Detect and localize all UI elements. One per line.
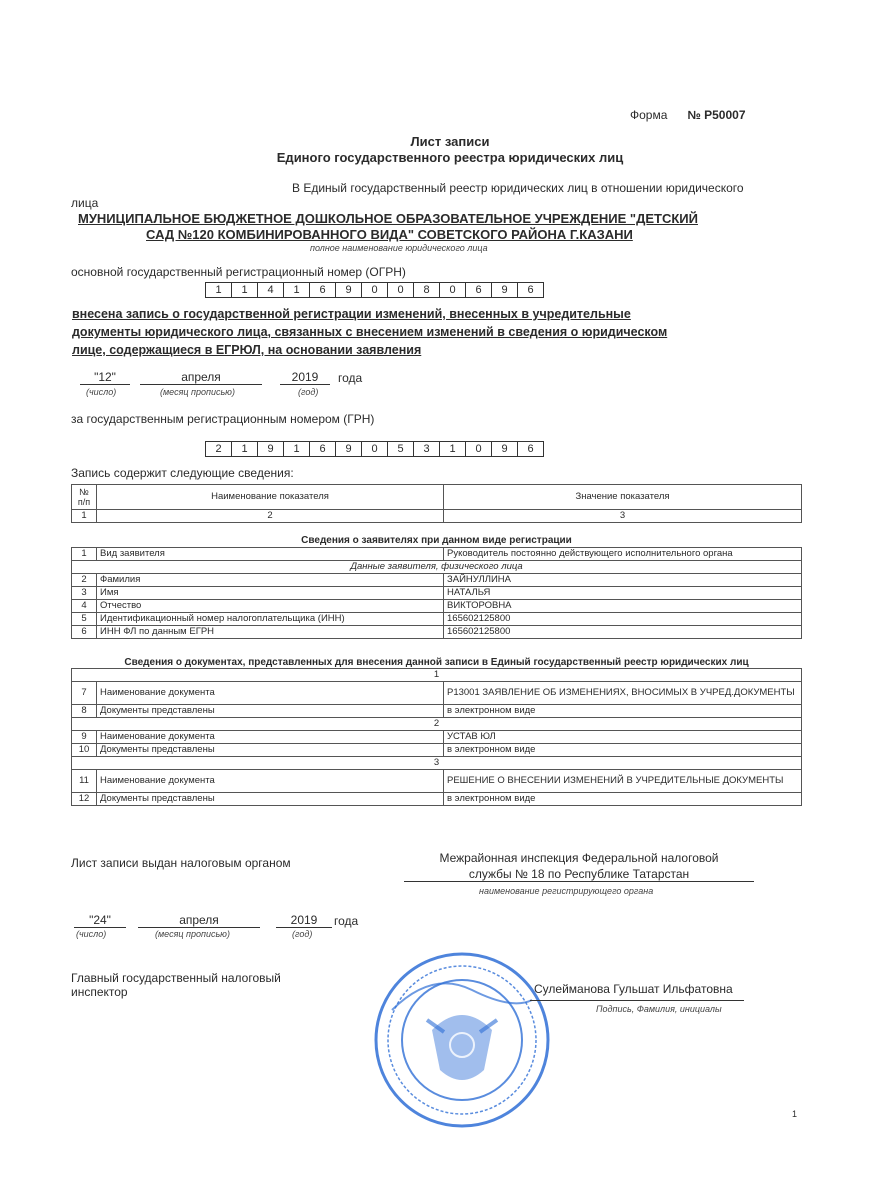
section1-caption: Сведения о заявителях при данном виде регистрации: [301, 535, 572, 546]
official-stamp-icon: [372, 950, 552, 1130]
digit-cell: 1: [205, 282, 232, 298]
date2-suffix: года: [334, 914, 359, 928]
row-name: Наименование документа: [97, 682, 444, 705]
table-row: [72, 793, 802, 806]
row-number: 5: [72, 613, 97, 626]
table-row: [72, 548, 802, 561]
col-name-header: Наименование показателя: [97, 485, 444, 510]
row-value: РЕШЕНИЕ О ВНЕСЕНИИ ИЗМЕНЕНИЙ В УЧРЕДИТЕЛЬНЫЕ ДОКУМЕНТЫ: [444, 770, 802, 793]
row-value: Р13001 ЗАЯВЛЕНИЕ ОБ ИЗМЕНЕНИЯХ, ВНОСИМЫХ В УЧРЕД.ДОКУМЕНТЫ: [444, 682, 802, 705]
authority-caption: наименование регистрирующего органа: [479, 886, 654, 896]
row-number: 4: [72, 600, 97, 613]
row-number: 8: [72, 705, 97, 718]
row-number: 10: [72, 744, 97, 757]
row-value: в электронном виде: [444, 705, 802, 718]
table-row: [72, 744, 802, 757]
digit-cell: 5: [387, 441, 414, 457]
group-header-row: [72, 757, 802, 770]
row-number: 1: [72, 548, 97, 561]
row-number: 9: [72, 731, 97, 744]
date2-year-caption: (год): [292, 929, 313, 939]
digit-cell: 9: [335, 282, 362, 298]
org-name-line-2: САД №120 КОМБИНИРОВАННОГО ВИДА" СОВЕТСКОГО РАЙОНА Г.КАЗАНИ: [146, 227, 633, 242]
section2-caption: Сведения о документах, представленных для внесения данной записи в Единый государственный реестр юридических лиц: [124, 657, 749, 668]
date2-day: "24": [74, 913, 126, 928]
digit-cell: 1: [439, 441, 466, 457]
digit-cell: 9: [335, 441, 362, 457]
table-row: [72, 731, 802, 744]
table-row: [72, 574, 802, 587]
digit-cell: 6: [309, 441, 336, 457]
row-number: 2: [72, 574, 97, 587]
digit-cell: 6: [517, 441, 544, 457]
digit-cell: 6: [465, 282, 492, 298]
digit-cell: 1: [231, 441, 258, 457]
col-no-header: № п/п: [72, 485, 97, 510]
date1-month-caption: (месяц прописью): [160, 387, 235, 397]
intro-text: В Единый государственный реестр юридических лиц в отношении юридического: [292, 181, 744, 195]
org-name-line-1: МУНИЦИПАЛЬНОЕ БЮДЖЕТНОЕ ДОШКОЛЬНОЕ ОБРАЗОВАТЕЛЬНОЕ УЧРЕЖДЕНИЕ "ДЕТСКИЙ: [78, 211, 698, 226]
group-number: 2: [72, 718, 802, 731]
digit-cell: 4: [257, 282, 284, 298]
ogrn-cells: [205, 282, 543, 298]
digit-cell: 9: [491, 282, 518, 298]
digit-cell: 6: [517, 282, 544, 298]
digit-cell: 9: [257, 441, 284, 457]
authority-line-2: службы № 18 по Республике Татарстан: [404, 867, 754, 882]
contains-label: Запись содержит следующие сведения:: [71, 466, 294, 480]
table-row: [72, 770, 802, 793]
title-line-1: Лист записи: [410, 134, 490, 149]
digit-cell: 0: [361, 282, 388, 298]
signature-line: [530, 1000, 744, 1001]
row-value: ВИКТОРОВНА: [444, 600, 802, 613]
digit-cell: 1: [283, 441, 310, 457]
title-line-2: Единого государственного реестра юридических лиц: [276, 150, 624, 165]
group-header-row: [72, 718, 802, 731]
record-line-2: документы юридического лица, связанных с внесением изменений в сведения о юридическом: [72, 325, 668, 339]
row-name: Отчество: [97, 600, 444, 613]
inspector-line-2: инспектор: [71, 985, 128, 999]
group-number: 3: [72, 757, 802, 770]
row-name: Наименование документа: [97, 731, 444, 744]
applicant-subheader: Данные заявителя, физического лица: [72, 561, 802, 574]
date2-month: апреля: [138, 913, 260, 928]
row-number: 6: [72, 626, 97, 639]
group-header-row: [72, 669, 802, 682]
row-value: НАТАЛЬЯ: [444, 587, 802, 600]
row-name: Документы представлены: [97, 793, 444, 806]
digit-cell: 0: [387, 282, 414, 298]
row-value: 165602125800: [444, 626, 802, 639]
digit-cell: 9: [491, 441, 518, 457]
documents-table: [71, 668, 802, 806]
date1-year-caption: (год): [298, 387, 319, 397]
digit-cell: 3: [413, 441, 440, 457]
org-name-caption: полное наименование юридического лица: [310, 243, 488, 253]
row-name: ИНН ФЛ по данным ЕГРН: [97, 626, 444, 639]
date2-year: 2019: [276, 913, 332, 928]
row-value: Руководитель постоянно действующего исполнительного органа: [444, 548, 802, 561]
col-value-header: Значение показателя: [444, 485, 802, 510]
signer-name: Сулейманова Гульшат Ильфатовна: [534, 982, 733, 996]
record-line-1: внесена запись о государственной регистрации изменений, внесенных в учредительные: [72, 307, 631, 321]
signer-caption: Подпись, Фамилия, инициалы: [596, 1004, 722, 1014]
row-value: в электронном виде: [444, 744, 802, 757]
row-number: 3: [72, 587, 97, 600]
table-row: [72, 600, 802, 613]
digit-cell: 1: [231, 282, 258, 298]
date1-suffix: года: [338, 371, 363, 385]
inspector-line-1: Главный государственный налоговый: [71, 971, 281, 985]
digit-cell: 0: [439, 282, 466, 298]
date1-day: "12": [80, 370, 130, 385]
row-name: Документы представлены: [97, 744, 444, 757]
row-name: Фамилия: [97, 574, 444, 587]
grn-label: за государственным регистрационным номером (ГРН): [71, 412, 375, 426]
digit-cell: 2: [205, 441, 232, 457]
row-value: ЗАЙНУЛЛИНА: [444, 574, 802, 587]
ogrn-label: основной государственный регистрационный номер (ОГРН): [71, 265, 406, 279]
row-number: 11: [72, 770, 97, 793]
date2-day-caption: (число): [76, 929, 107, 939]
row-value: в электронном виде: [444, 793, 802, 806]
grn-cells: [205, 441, 543, 457]
authority-line-1: Межрайонная инспекция Федеральной налоговой: [439, 851, 719, 865]
issued-label: Лист записи выдан налоговым органом: [71, 856, 291, 870]
table-row: [72, 587, 802, 600]
record-line-3: лице, содержащиеся в ЕГРЮЛ, на основании заявления: [72, 343, 422, 357]
date2-month-caption: (месяц прописью): [155, 929, 230, 939]
date1-year: 2019: [280, 370, 330, 385]
digit-cell: 8: [413, 282, 440, 298]
header-table: [71, 484, 802, 523]
page-number: 1: [792, 1109, 798, 1119]
table-row: [72, 613, 802, 626]
header-n1: 1: [72, 510, 97, 523]
applicant-table: [71, 547, 802, 639]
header-n3: 3: [444, 510, 802, 523]
digit-cell: 1: [283, 282, 310, 298]
table-row: [72, 705, 802, 718]
row-name: Документы представлены: [97, 705, 444, 718]
form-number: Форма № Р50007: [630, 108, 746, 122]
row-name: Идентификационный номер налогоплательщика (ИНН): [97, 613, 444, 626]
intro-cont: лица: [71, 196, 99, 210]
row-name: Наименование документа: [97, 770, 444, 793]
row-value: УСТАВ ЮЛ: [444, 731, 802, 744]
table-row: [72, 561, 802, 574]
row-name: Вид заявителя: [97, 548, 444, 561]
digit-cell: 0: [465, 441, 492, 457]
row-value: 165602125800: [444, 613, 802, 626]
table-row: [72, 682, 802, 705]
digit-cell: 6: [309, 282, 336, 298]
row-number: 7: [72, 682, 97, 705]
digit-cell: 0: [361, 441, 388, 457]
date1-day-caption: (число): [86, 387, 117, 397]
row-name: Имя: [97, 587, 444, 600]
date1-month: апреля: [140, 370, 262, 385]
table-row: [72, 626, 802, 639]
row-number: 12: [72, 793, 97, 806]
group-number: 1: [72, 669, 802, 682]
header-n2: 2: [97, 510, 444, 523]
